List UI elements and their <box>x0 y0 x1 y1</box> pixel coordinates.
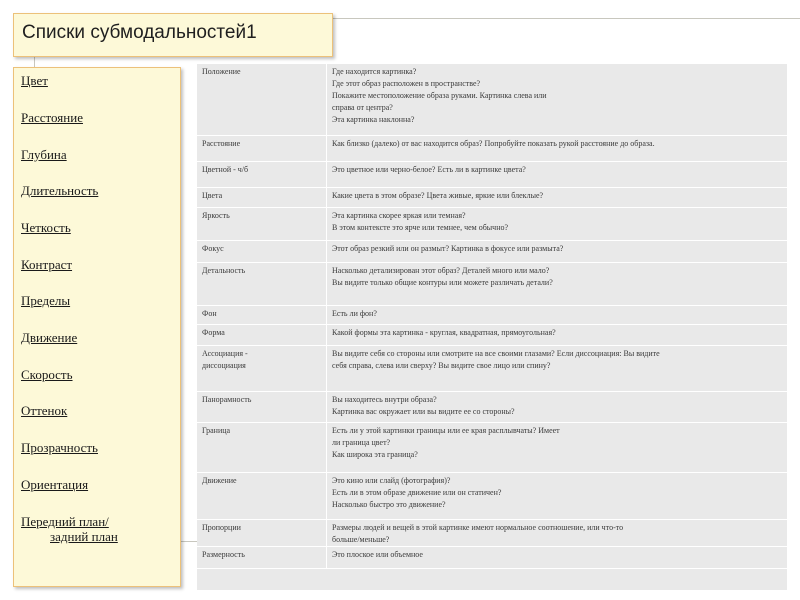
table-row <box>197 135 787 161</box>
table-row <box>197 240 787 262</box>
submodality-name-cell: Детальность <box>197 262 327 305</box>
submodality-name-cell: Цветной - ч/б <box>197 161 327 187</box>
question-cell: Есть ли фон? <box>327 305 788 324</box>
table-row <box>197 161 787 187</box>
submodality-list-panel <box>13 67 181 587</box>
submodality-name-cell: Размерность <box>197 546 327 568</box>
table-row <box>197 422 787 472</box>
table-row <box>197 324 787 345</box>
submodality-name-cell: Ассоциация - диссоциация <box>197 345 327 391</box>
list-item: Скорость <box>21 367 73 382</box>
question-cell: Насколько детализирован этот образ? Деталей много или мало? Вы видите только общие контуры или можете различать детали? <box>327 262 788 305</box>
submodality-table <box>197 64 787 569</box>
list-item-line: задний план <box>50 529 118 544</box>
question-cell: Это кино или слайд (фотография)? Есть ли в этом образе движение или он статичен? Насколько быстро это движение? <box>327 472 788 519</box>
list-item: Расстояние <box>21 110 83 125</box>
table-row <box>197 64 787 135</box>
title-box <box>13 13 333 57</box>
table-row <box>197 305 787 324</box>
question-cell: Эта картинка скорее яркая или темная? В этом контексте это ярче или темнее, чем обычно? <box>327 207 788 240</box>
table-row <box>197 207 787 240</box>
list-item: Длительность <box>21 183 99 198</box>
question-cell: Это плоское или объемное <box>327 546 788 568</box>
submodality-name-cell: Движение <box>197 472 327 519</box>
list-item: Контраст <box>21 257 73 272</box>
question-cell: Вы находитесь внутри образа? Картинка вас окружает или вы видите ее со стороны? <box>327 391 788 422</box>
question-cell: Вы видите себя со стороны или смотрите на все своими глазами? Если диссоциация: Вы видите себя справа, слева или сверху? Вы видите свое лицо или спину? <box>327 345 788 391</box>
submodality-table-container <box>197 64 787 590</box>
question-cell: Какие цвета в этом образе? Цвета живые, яркие или блеклые? <box>327 187 788 207</box>
decorative-line <box>333 18 800 19</box>
question-cell: Этот образ резкий или он размыт? Картинка в фокусе или размыта? <box>327 240 788 262</box>
question-cell: Это цветное или черно-белое? Есть ли в картинке цвета? <box>327 161 788 187</box>
list-item: Ориентация <box>21 477 89 492</box>
submodality-name-cell: Панорамность <box>197 391 327 422</box>
table-row <box>197 345 787 391</box>
submodality-name-cell: Яркость <box>197 207 327 240</box>
list-item-foreground-background <box>21 514 118 544</box>
list-item: Глубина <box>21 147 67 162</box>
table-row <box>197 472 787 519</box>
list-item: Оттенок <box>21 403 68 418</box>
list-item: Прозрачность <box>21 440 98 455</box>
list-item: Четкость <box>21 220 71 235</box>
page-title: Списки субмодальностей1 <box>22 22 257 43</box>
submodality-name-cell: Фокус <box>197 240 327 262</box>
question-cell: Размеры людей и вещей в этой картинке имеют нормальное соотношение, или что-то больше/меньше? <box>327 519 788 546</box>
table-row <box>197 262 787 305</box>
list-item: Пределы <box>21 293 71 308</box>
question-cell: Где находится картинка? Где этот образ расположен в пространстве? Покажите местоположение образа руками. Картинка слева или справа от центра? Эта картинка наклонна? <box>327 64 788 135</box>
table-row <box>197 391 787 422</box>
table-row <box>197 187 787 207</box>
submodality-name-cell: Пропорции <box>197 519 327 546</box>
question-cell: Есть ли у этой картинки границы или ее края расплывчаты? Имеет ли граница цвет? Как широка эта граница? <box>327 422 788 472</box>
submodality-name-cell: Цвета <box>197 187 327 207</box>
submodality-name-cell: Граница <box>197 422 327 472</box>
question-cell: Какой формы эта картинка - круглая, квадратная, прямоугольная? <box>327 324 788 345</box>
list-item: Цвет <box>21 73 48 88</box>
submodality-name-cell: Форма <box>197 324 327 345</box>
submodality-name-cell: Фон <box>197 305 327 324</box>
table-row <box>197 546 787 568</box>
list-item-line: Передний план/ <box>21 514 109 529</box>
submodality-name-cell: Положение <box>197 64 327 135</box>
list-item: Движение <box>21 330 78 345</box>
question-cell: Как близко (далеко) от вас находится образ? Попробуйте показать рукой расстояние до образа. <box>327 135 788 161</box>
table-row <box>197 519 787 546</box>
submodality-name-cell: Расстояние <box>197 135 327 161</box>
